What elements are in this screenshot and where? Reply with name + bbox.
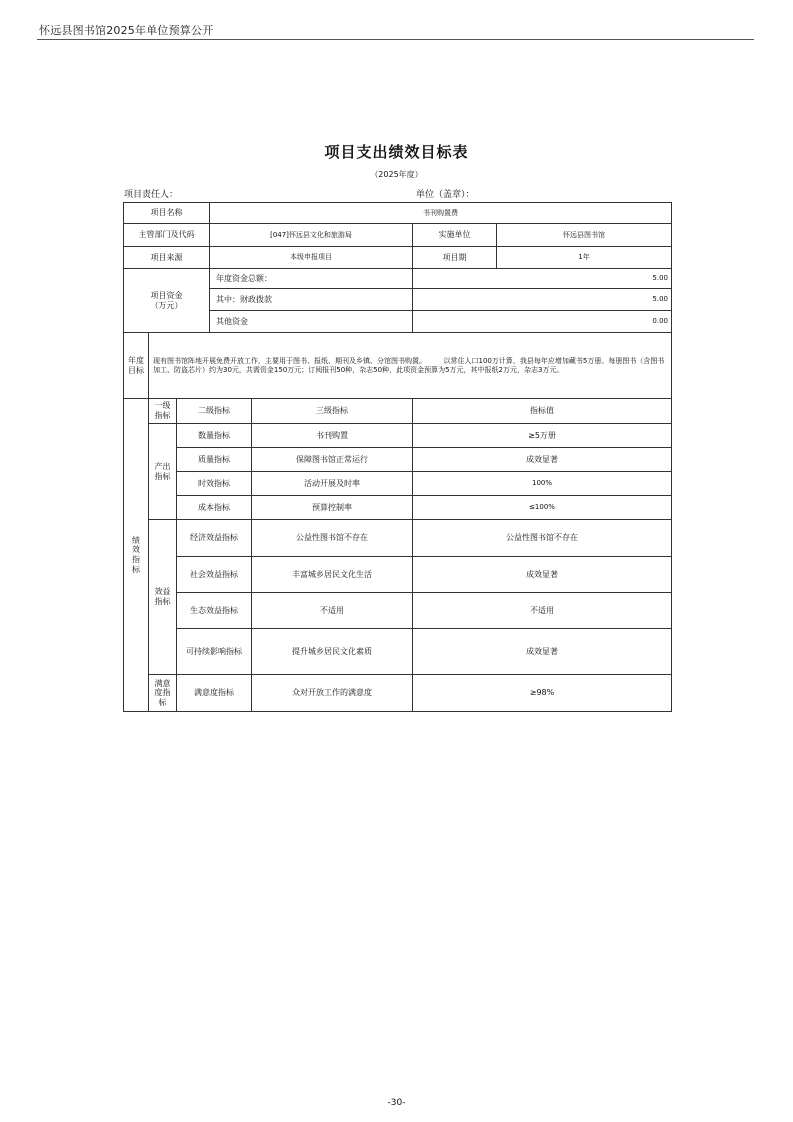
project-period-label: 项目期	[413, 247, 497, 269]
running-header: 怀远县图书馆2025年单位预算公开	[39, 24, 214, 37]
funds-fiscal-label: 其中：财政拨款	[210, 289, 413, 311]
page-number: -30-	[387, 1098, 406, 1108]
value-cell: 成效显著	[413, 557, 672, 593]
funds-fiscal-value: 5.00	[413, 289, 672, 311]
row-project-name	[124, 203, 672, 224]
table-row	[124, 520, 672, 557]
unit-seal-label: 单位（盖章）：	[416, 190, 475, 200]
table-row	[124, 629, 672, 675]
output-indicators-label: 产出 指标	[149, 424, 177, 520]
project-name-value: 书刊购置费	[210, 203, 672, 224]
value-cell: 公益性图书馆不存在	[413, 520, 672, 557]
document-title: 项目支出绩效目标表	[324, 143, 469, 161]
level3-cell: 众对开放工作的满意度	[252, 675, 413, 712]
value-cell: ≥5万册	[413, 424, 672, 448]
level3-cell: 书刊购置	[252, 424, 413, 448]
funds-other-label: 其他资金	[210, 311, 413, 333]
value-header: 指标值	[413, 399, 672, 424]
level3-cell: 不适用	[252, 593, 413, 629]
table-row	[124, 424, 672, 448]
level2-cell: 数量指标	[177, 424, 252, 448]
table-row	[124, 557, 672, 593]
performance-target-table	[123, 202, 672, 712]
level2-cell: 满意度指标	[177, 675, 252, 712]
header-rule	[37, 39, 754, 40]
satisfaction-indicators-label: 满意 度指 标	[149, 675, 177, 712]
table-row	[124, 448, 672, 472]
level2-cell: 可持续影响指标	[177, 629, 252, 675]
level3-cell: 提升城乡居民文化素质	[252, 629, 413, 675]
level3-header: 三级指标	[252, 399, 413, 424]
row-annual-objective	[124, 333, 672, 399]
implementing-unit-value: 怀远县图书馆	[497, 224, 672, 247]
annual-objective-label: 年度 目标	[124, 333, 149, 399]
value-cell: 100%	[413, 472, 672, 496]
project-name-label: 项目名称	[124, 203, 210, 224]
implementing-unit-label: 实施单位	[413, 224, 497, 247]
department-value: [047]怀远县文化和旅游局	[210, 224, 413, 247]
table-row	[124, 496, 672, 520]
value-cell: 不适用	[413, 593, 672, 629]
value-cell: ≥98%	[413, 675, 672, 712]
annual-objective-text: 现有图书馆阵地开展免费开放工作，主要用于图书、报纸、期刊及乡镇、分馆图书购置。 以常住人口100万计算，我县每年应增加藏书5万册。每册图书（含图书加工、防盗芯片）约为30元，共需资金150万元；订阅报刊50种，杂志50种，此项资金预算为5万元，其中报纸2万元，杂志3万元。	[149, 333, 672, 399]
level2-cell: 经济效益指标	[177, 520, 252, 557]
level3-cell: 活动开展及时率	[252, 472, 413, 496]
level3-cell: 公益性图书馆不存在	[252, 520, 413, 557]
funds-total-value: 5.00	[413, 269, 672, 289]
row-project-source	[124, 247, 672, 269]
project-period-value: 1年	[497, 247, 672, 269]
row-indicator-header	[124, 399, 672, 424]
project-source-value: 本级申报项目	[210, 247, 413, 269]
level3-cell: 保障图书馆正常运行	[252, 448, 413, 472]
level2-cell: 时效指标	[177, 472, 252, 496]
row-funds-total	[124, 269, 672, 289]
project-source-label: 项目来源	[124, 247, 210, 269]
row-department	[124, 224, 672, 247]
funds-other-value: 0.00	[413, 311, 672, 333]
level2-header: 二级指标	[177, 399, 252, 424]
value-cell: ≤100%	[413, 496, 672, 520]
table-row	[124, 472, 672, 496]
level1-header: 一级 指标	[149, 399, 177, 424]
level2-cell: 成本指标	[177, 496, 252, 520]
level3-cell: 预算控制率	[252, 496, 413, 520]
table-row	[124, 675, 672, 712]
level3-cell: 丰富城乡居民文化生活	[252, 557, 413, 593]
value-cell: 成效显著	[413, 629, 672, 675]
funds-total-label: 年度资金总额：	[210, 269, 413, 289]
project-funds-label: 项目资金 （万元）	[124, 269, 210, 333]
department-label: 主管部门及代码	[124, 224, 210, 247]
level2-cell: 质量指标	[177, 448, 252, 472]
level2-cell: 社会效益指标	[177, 557, 252, 593]
responsible-person-label: 项目责任人：	[124, 190, 179, 200]
benefit-indicators-label: 效益 指标	[149, 520, 177, 675]
value-cell: 成效显著	[413, 448, 672, 472]
performance-indicators-label: 绩 效 指 标	[124, 399, 149, 712]
document-year: （2025年度）	[370, 170, 423, 179]
table-row	[124, 593, 672, 629]
level2-cell: 生态效益指标	[177, 593, 252, 629]
